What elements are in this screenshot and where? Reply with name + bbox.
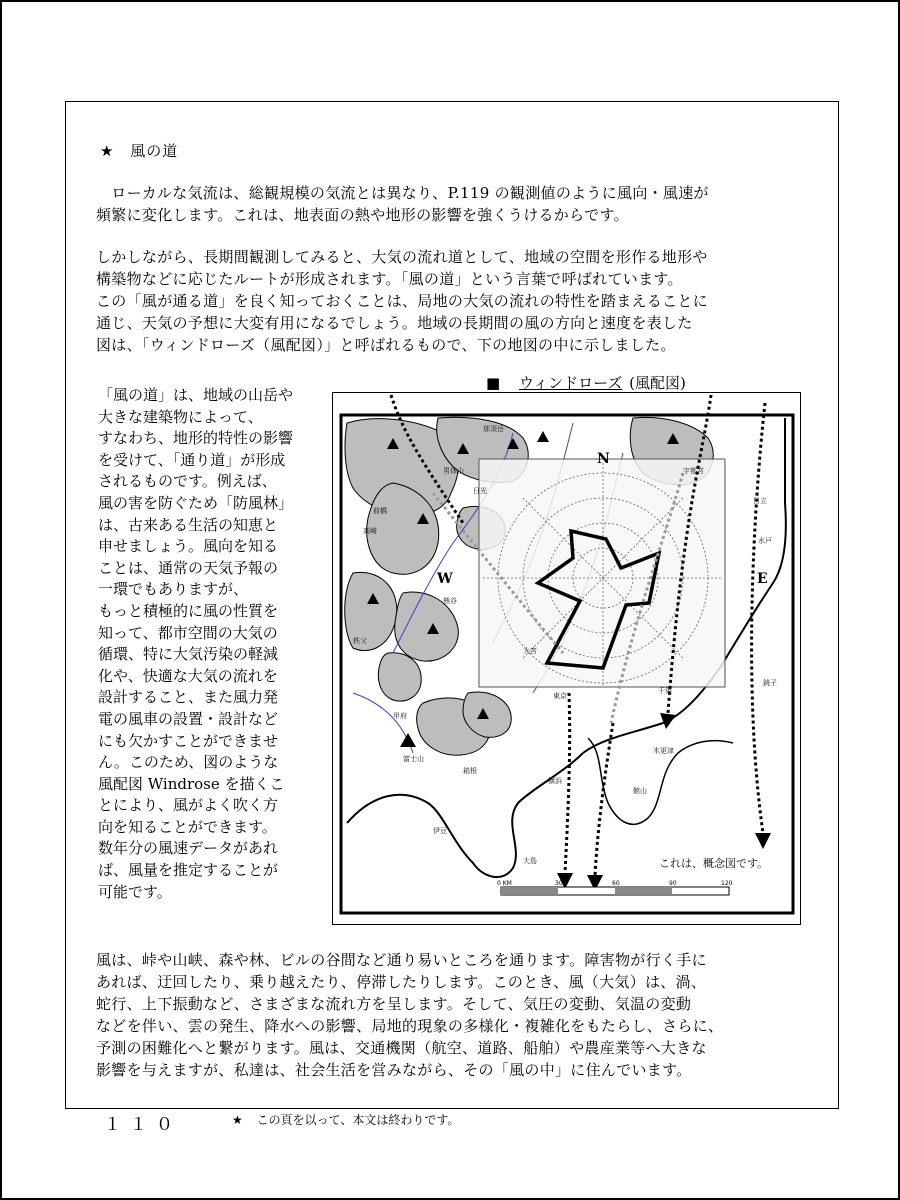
place-label: 館山 (633, 787, 647, 795)
closing-line: 影響を与えますが、私達は、社会生活を営みながら、その「風の中」に住んでいます。 (96, 1061, 692, 1079)
side-line: 「風の道」は、地域の山岳や (98, 386, 294, 404)
place-label: 甲府 (393, 712, 407, 720)
side-line: 循環、特に大気汚染の軽減 (98, 645, 279, 664)
compass-west: W (437, 571, 453, 587)
concept-note: これは、概念図です。 (659, 857, 769, 870)
place-label: 宇都宮 (683, 467, 704, 475)
place-label: 高崎 (363, 527, 377, 535)
side-line: 電の風車の設置・設計など (98, 709, 279, 728)
body-line: この「風が通る道」を良く知っておくことは、局地の大気の流れの特性を踏まえることに (96, 292, 709, 310)
side-line: 大きな建築物によって、 (98, 407, 263, 426)
side-line: は、古来ある生活の知恵と (98, 515, 279, 534)
section-heading (100, 140, 178, 161)
side-line: ん。このため、図のような (98, 753, 279, 772)
place-label: 日立 (753, 497, 767, 505)
place-label: 東京 (553, 692, 567, 700)
side-line: 可能です。 (98, 882, 172, 901)
figure-subtitle: (風配図) (629, 374, 686, 392)
place-label: 秩父 (353, 637, 367, 645)
star-bullet: ★ (100, 142, 115, 160)
closing-line: などを伴い、雲の発生、降水への影響、局地的現象の多様化・複雑化をもたらし、さらに、 (96, 1017, 724, 1035)
side-line: ば、風量を推定することが (98, 861, 279, 880)
place-label: 銚子 (763, 679, 777, 687)
side-line: 設計すること、また風力発 (98, 688, 279, 707)
page-number: １１０ (104, 1115, 182, 1135)
closing-line: あれば、迂回したり、乗り越えたり、停滞したりします。このとき、風（大気）は、渦、 (96, 973, 707, 991)
figure-title: ウィンドローズ (518, 374, 623, 392)
closing-line: 蛇行、上下振動など、さまざまな流れ方を呈します。そして、気圧の変動、気温の変動 (96, 995, 692, 1013)
place-label: 伊豆 (433, 827, 447, 835)
side-line: とにより、風がよく吹く方 (98, 796, 279, 815)
section-title: 風の道 (130, 142, 179, 160)
place-label: 横浜 (548, 777, 562, 785)
side-line: 一環でもありますが、 (98, 580, 249, 599)
place-label: 木更津 (653, 747, 674, 755)
side-line: 向を知ることができます。 (98, 817, 277, 836)
figure-caption (486, 372, 686, 393)
place-label: 千葉 (658, 687, 672, 695)
body-paragraph (96, 246, 776, 356)
compass-east: E (757, 571, 768, 587)
side-line: 数年分の風速データがあれ (98, 839, 279, 858)
scale-label: 30 (555, 880, 563, 887)
windrose-figure (332, 392, 801, 925)
side-line: 知って、都市空間の大気の (98, 623, 278, 642)
body-line: 構築物などに応じたルートが形成されます。「風の道」という言葉で呼ばれています。 (96, 270, 683, 288)
intro-line: ローカルな気流は、総観規模の気流とは異なり、P.119 の観測値のように風向・風速が (96, 184, 709, 202)
side-line: 風配図 Windrose を描くこ (98, 774, 285, 793)
body-line: 通じ、天気の予想に大変有用になるでしょう。地域の長期間の風の方向と速度を表した (96, 314, 693, 332)
side-line: を受けて、「通り道」が形成 (98, 450, 286, 469)
side-line: すなわち、地形的特性の影響 (98, 429, 294, 448)
side-line: されるものです。例えば、 (98, 472, 277, 491)
star-bullet: ★ (232, 1113, 243, 1127)
square-bullet-icon: ■ (486, 374, 501, 392)
place-label: 男体山 (443, 467, 464, 475)
place-label: 箱根 (463, 767, 477, 775)
place-label: 富士山 (403, 755, 424, 763)
scale-label: 0 KM (497, 880, 512, 887)
side-line: 申せましょう。風向を知る (98, 537, 279, 556)
side-line: 化や、快適な大気の流れを (98, 666, 278, 685)
footer-note (232, 1111, 459, 1128)
scale-label: 90 (669, 880, 677, 887)
body-line: しかしながら、長期間観測してみると、大気の流れ道として、地域の空間を形作る地形や (96, 248, 708, 266)
side-line: もっと積極的に風の性質を (98, 601, 279, 620)
place-label: 那須岳 (483, 425, 504, 433)
scale-label: 120 (721, 880, 733, 887)
place-label: 熊谷 (443, 597, 457, 605)
place-label: 水戸 (758, 537, 772, 545)
side-line: 風の害を防ぐため「防風林」 (98, 493, 294, 512)
windrose-map (333, 393, 800, 924)
place-label: 大島 (523, 857, 537, 865)
closing-line: 予測の困難化へと繋がります。風は、交通機関（航空、道路、船舶）や農産業等へ大きな (96, 1039, 707, 1057)
scale-label: 60 (612, 880, 620, 887)
windrose-panel (479, 459, 725, 687)
intro-paragraph (96, 182, 776, 226)
closing-line: 風は、峠や山峡、森や林、ビルの谷間など通り易いところを通ります。障害物が行く手に (96, 951, 707, 969)
place-label: 大宮 (523, 647, 537, 655)
side-line: にも欠かすことができませ (98, 731, 279, 750)
compass-north: N (597, 451, 610, 467)
intro-line: 頻繁に変化します。これは、地表面の熱や地形の影響を強くうけるからです。 (96, 206, 629, 224)
body-line: 図は、「ウィンドローズ（風配図）」と呼ばれるもので、下の地図の中に示しました。 (96, 336, 676, 354)
place-label: 日光 (473, 487, 487, 495)
footer-note-text: この頁を以って、本文は終わりです。 (256, 1113, 460, 1127)
side-column-text (98, 385, 320, 903)
place-label: 前橋 (373, 507, 387, 515)
side-line: ことは、通常の天気予報の (98, 558, 279, 577)
closing-paragraph (96, 949, 776, 1081)
